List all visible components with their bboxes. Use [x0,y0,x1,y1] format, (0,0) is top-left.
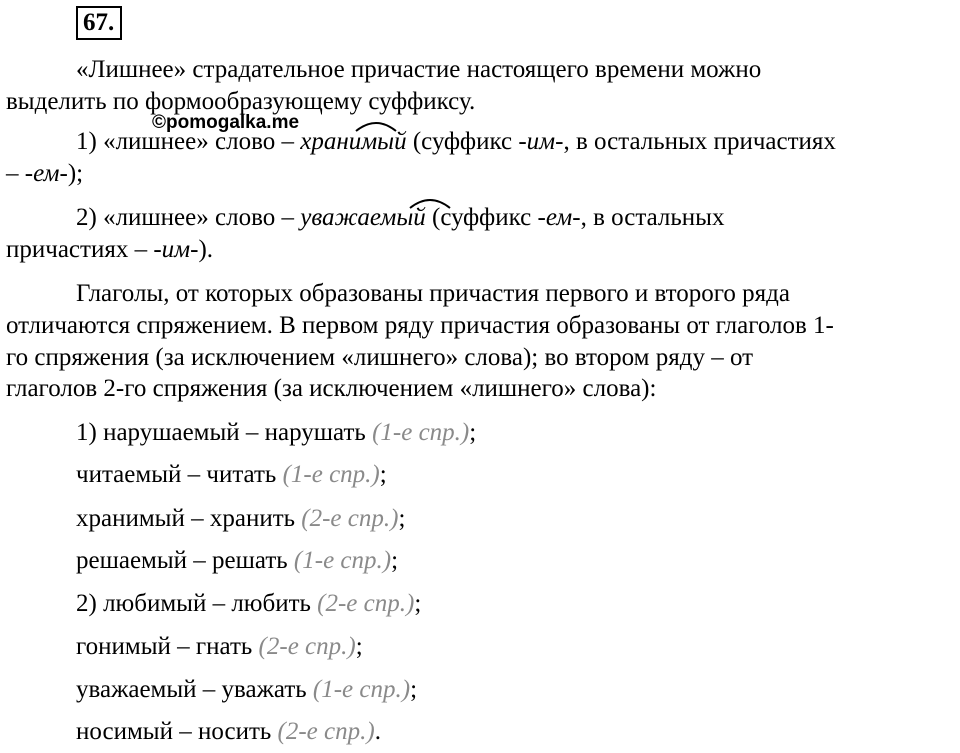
list-item [76,460,387,490]
list-item-end: ; [398,505,406,532]
item-1-line-1 [76,127,836,157]
para-2-line-3: го спряжения (за исключением «лишнего» слова); во втором ряду – от [6,344,754,371]
list-item-end: ; [379,461,387,488]
list-item [76,717,381,747]
item-2-suffix-2: -им- [153,236,199,263]
item-1-line-2 [6,159,83,189]
list-item [76,632,363,662]
list-item-note: (1-е спр.) [312,676,411,703]
list-item-text: уважаемый – уважать [76,676,313,703]
list-item-text: 2) любимый – любить [76,590,318,617]
list-item [76,504,405,534]
item-2-suffix: -ем- [537,204,581,231]
list-item-end: ; [414,590,422,617]
list-item-text: решаемый – решать [76,547,294,574]
item-1-dash: – [6,160,25,187]
list-item [76,418,476,448]
list-item [76,589,421,619]
list-item-end: . [374,718,381,745]
item-1-suffix-2: -ем- [24,160,68,187]
item-2-line-2 [6,235,213,265]
list-item-note: (2-е спр.) [301,505,399,532]
item-1-end: ); [67,160,84,187]
intro-line-1: «Лишнее» страдательное причастие настоящего времени можно [76,56,762,83]
suffix-arc-2 [408,194,452,210]
list-item-text: читаемый – читать [76,461,283,488]
item-2-end: ). [198,236,214,263]
list-item-end: ; [410,676,418,703]
list-item-text: хранимый – хранить [76,505,302,532]
list-item [76,546,398,576]
para-2-line-1: Глаголы, от которых образованы причастия первого и второго ряда [76,280,790,307]
item-2-line-1 [76,203,724,233]
item-1-rest: , в остальных причастиях [563,128,836,155]
list-item-text: 1) нарушаемый – нарушать [76,419,373,446]
list-item [76,675,417,705]
para-2-line-2: отличаются спряжением. В первом ряду причастия образованы от глаголов 1- [6,312,834,339]
list-item-note: (1-е спр.) [372,419,470,446]
para-2-line-4: глаголов 2-го спряжения (за исключением «лишнего» слова): [6,375,657,402]
item-2-line-2-start: причастиях – [6,236,154,263]
item-2-prefix: 2) «лишнее» слово – [76,204,301,231]
intro-line-2: выделить по формообразующему суффиксу. [6,88,476,115]
item-2-mid: (суффикс [425,204,538,231]
list-item-text: гонимый – гнать [76,633,259,660]
exercise-number: 67. [76,6,122,40]
list-item-end: ; [469,419,477,446]
list-item-note: (1-е спр.) [282,461,380,488]
list-item-end: ; [355,633,363,660]
list-item-text: носимый – носить [76,718,278,745]
list-item-note: (2-е спр.) [258,633,356,660]
item-2-word: уважаемый [300,204,426,231]
item-1-mid: (суффикс [406,128,519,155]
item-1-suffix: -им- [518,128,564,155]
suffix-arc-1 [354,117,398,133]
list-item-note: (2-е спр.) [277,718,375,745]
list-item-note: (1-е спр.) [293,547,392,574]
watermark: ©pomogalka.me [152,112,300,133]
list-item-end: ; [391,547,399,574]
item-2-rest: , в остальных [580,204,725,231]
item-1-prefix: 1) «лишнее» слово – [76,128,301,155]
list-item-note: (2-е спр.) [317,590,415,617]
item-1-word: хранимый [300,128,407,155]
